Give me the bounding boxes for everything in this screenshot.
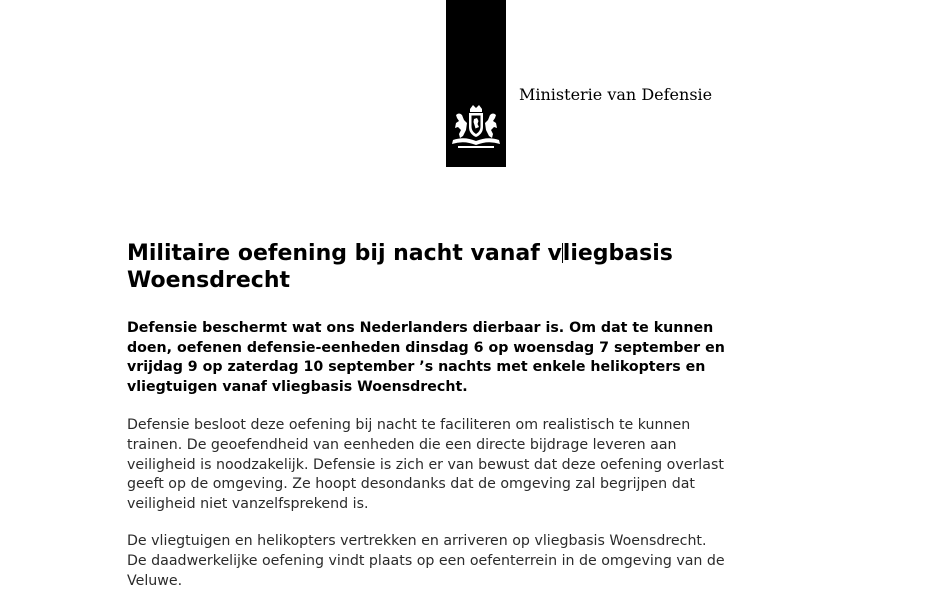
body-paragraph-1: Defensie besloot deze oefening bij nacht te faciliteren om realistisch te kunnen trainen. De geoefendheid van eenheden die een directe bijdrage leveren aan veiligheid is noodzakelijk. Defensie is zich er van bewust dat deze oefening overlast geeft op de omgeving. Ze hoopt desondanks dat de omgeving zal begrijpen dat veiligheid niet vanzelfsprekend is. bbox=[127, 417, 724, 512]
title-text-before-cursor: Militaire oefening bij nacht vanaf v bbox=[127, 241, 562, 266]
ministry-name: Ministerie van Defensie bbox=[519, 85, 713, 104]
body-paragraph-2: De vliegtuigen en helikopters vertrekken en arriveren op vliegbasis Woensdrecht. De daadwerkelijke oefening vindt plaats op een oefenterrein in de omgeving van de Veluwe. bbox=[127, 533, 725, 589]
lead-paragraph: Defensie beschermt wat ons Nederlanders dierbaar is. Om dat te kunnen doen, oefenen defensie-eenheden dinsdag 6 op woensdag 7 september en vrijdag 9 op zaterdag 10 september ’s nachts met enkele helikopters en vliegtuigen vanaf vliegbasis Woensdrecht. bbox=[127, 320, 725, 395]
royal-coat-of-arms-icon bbox=[450, 103, 502, 151]
title-text-after-cursor: liegbasis Woensdrecht bbox=[127, 241, 673, 293]
logo-band bbox=[446, 0, 506, 167]
article bbox=[127, 240, 727, 591]
article-title[interactable] bbox=[127, 240, 727, 294]
